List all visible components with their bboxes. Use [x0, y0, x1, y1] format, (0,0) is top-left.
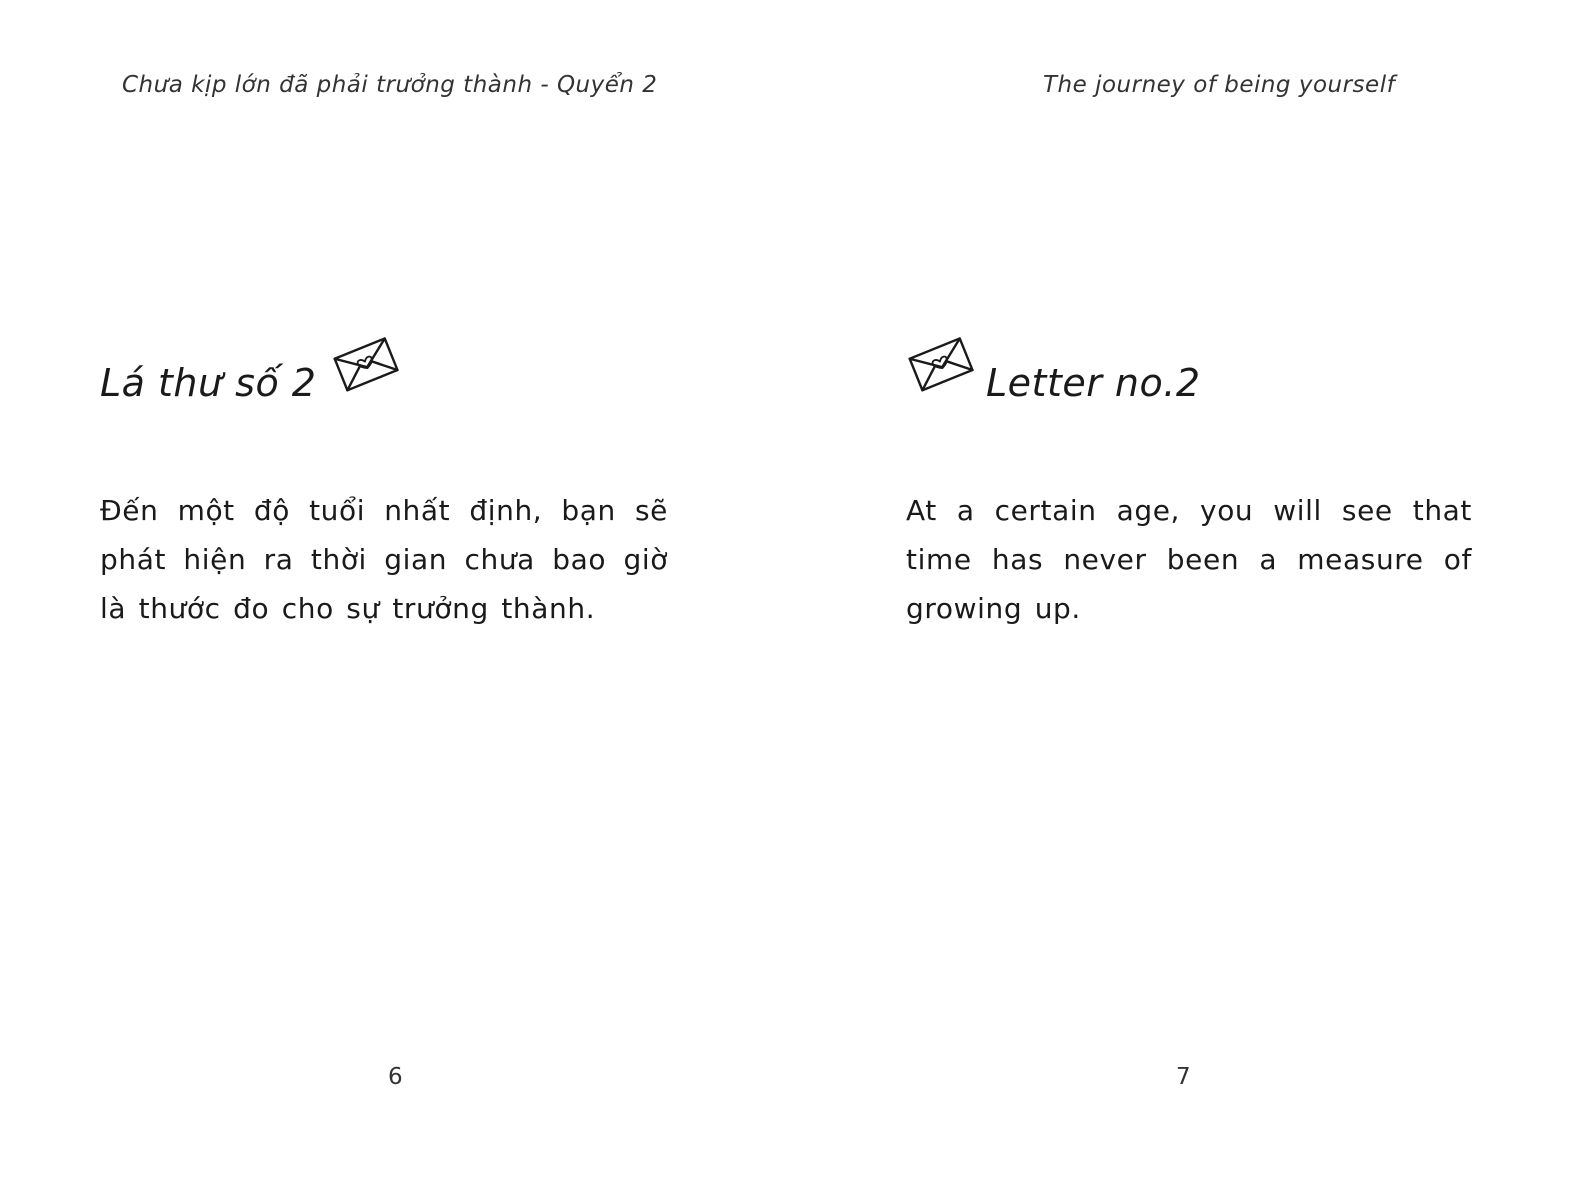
page-number: 6 [388, 1064, 403, 1090]
letter-body: Đến một độ tuổi nhất định, bạn sẽ phát hiện ra thời gian chưa bao giờ là thước đo cho sự trưởng thành. [100, 494, 668, 625]
letter-heading [906, 340, 1201, 405]
letter-heading [100, 340, 403, 405]
running-header: Chưa kịp lớn đã phải trưởng thành - Quyển 2 [122, 72, 658, 98]
letter-body: At a certain age, you will see that time has never been a measure of growing up. [906, 494, 1472, 625]
running-header: The journey of being yourself [1043, 72, 1396, 98]
right-page [798, 0, 1596, 1200]
heading-title: Letter no.2 [986, 361, 1201, 405]
page-number: 7 [1176, 1064, 1191, 1090]
envelope-heart-icon [331, 333, 403, 395]
envelope-heart-icon [906, 333, 978, 395]
heading-title: Lá thư số 2 [100, 361, 317, 405]
